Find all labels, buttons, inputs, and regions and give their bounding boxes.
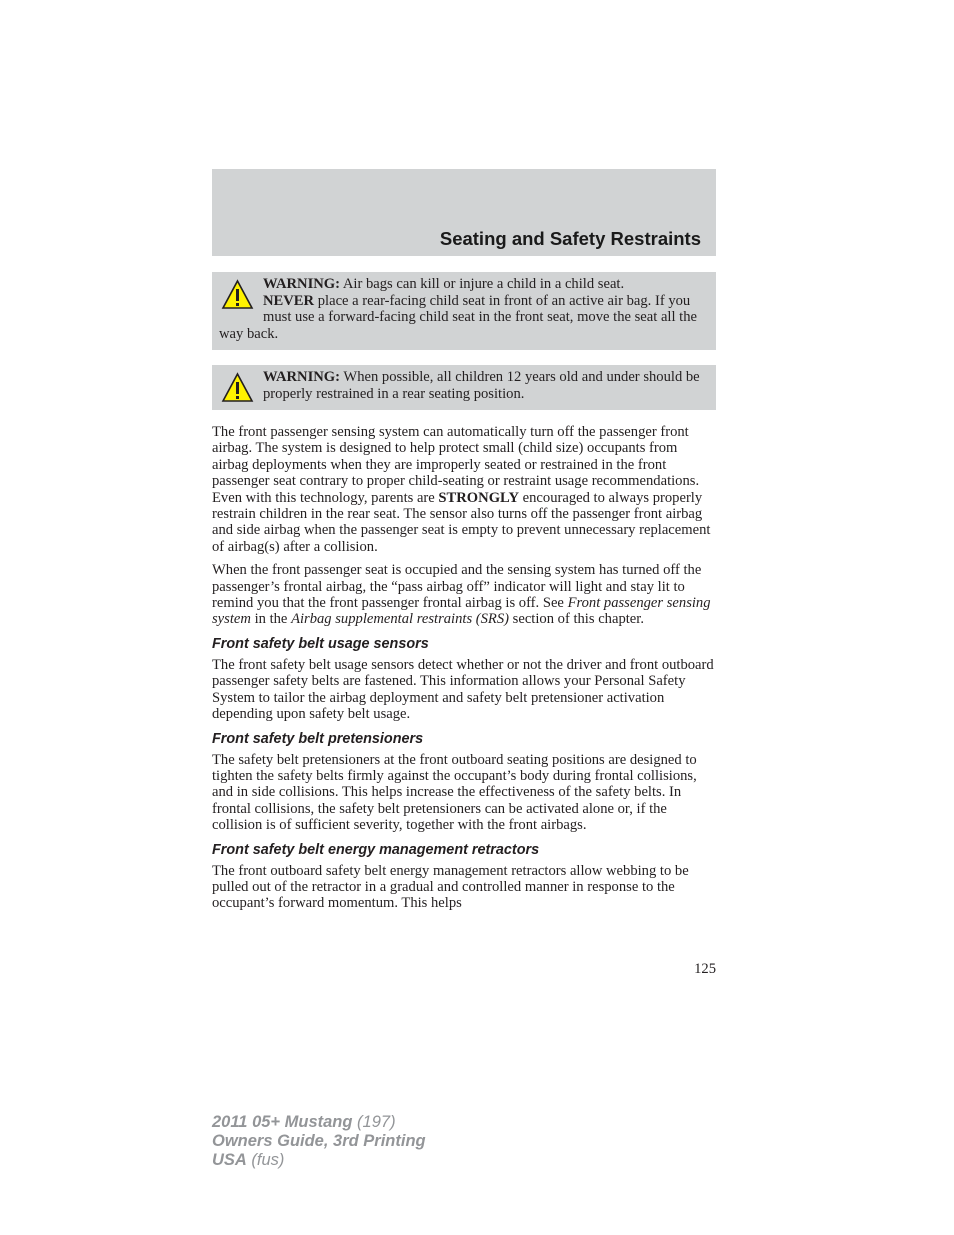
warning-triangle-icon	[221, 372, 254, 404]
page-number: 125	[694, 961, 716, 977]
warning-text-continued: place a rear-facing child seat in front of an active air bag. If you must use a forward-facing child seat in the front seat, move the seat all the way back.	[219, 292, 698, 342]
cross-reference: Front passenger sensing system	[212, 595, 711, 628]
footer-text: Owners Guide, 3rd Printing	[212, 1132, 426, 1150]
section-header-banner	[212, 169, 716, 256]
footer-text: 2011 05+ Mustang	[212, 1113, 353, 1131]
footer-line-guide	[212, 1132, 426, 1151]
footer-line-region	[212, 1151, 426, 1170]
heading-usage-sensors: Front safety belt usage sensors	[212, 635, 429, 652]
warning-label: WARNING:	[263, 276, 341, 292]
footer-line-model	[212, 1113, 426, 1132]
warning-text: When possible, all children 12 years old and under should be properly restrained in a rear seating position.	[263, 369, 700, 402]
warning-label: WARNING:	[263, 369, 341, 385]
warning-box-child-seat	[212, 272, 716, 350]
warning-text: Air bags can kill or injure a child in a child seat.	[340, 276, 625, 292]
paragraph-pretensioners: The safety belt pretensioners at the front outboard seating positions are designed to tighten the safety belts firmly against the occupant’s body during frontal collisions, and in side collisions. This helps increase the effectiveness of the safety belts. In frontal collisions, the safety belt pretensioners can be activated alone or, if the collision is of sufficient severity, together with the front airbags.	[212, 751, 697, 834]
section-title: Seating and Safety Restraints	[439, 228, 701, 249]
paragraph-text: encouraged to always properly restrain children in the rear seat. The sensor also turns off the passenger front airbag and side airbag when the passenger seat is empty to prevent unnecessary replacement of airbag(s) after a collision.	[212, 489, 711, 555]
cross-reference: Airbag supplemental restraints (SRS)	[291, 611, 510, 628]
heading-pretensioners: Front safety belt pretensioners	[212, 730, 424, 747]
strongly-emphasis: STRONGLY	[438, 489, 519, 506]
paragraph-text: When the front passenger seat is occupied and the sensing system has turned off the passenger’s frontal airbag, the “pass airbag off” indicator will light and stay lit to remind you that the front passenger frontal airbag is off. See	[212, 562, 702, 612]
footer-text: (fus)	[246, 1151, 285, 1169]
footer-text: USA	[212, 1151, 247, 1169]
document-footer	[212, 1113, 426, 1170]
paragraph-sensing-system	[212, 424, 716, 555]
warning-triangle-icon	[221, 279, 254, 311]
footer-text: (197)	[352, 1113, 396, 1131]
paragraph-usage-sensors: The front safety belt usage sensors detect whether or not the driver and front outboard passenger safety belts are fastened. This information allows your Personal Safety System to tailor the airbag deployment and safety belt pretensioner activation depending upon safety belt usage.	[212, 656, 714, 723]
paragraph-pass-airbag-off	[212, 562, 716, 628]
heading-energy-retractors: Front safety belt energy management retractors	[212, 841, 540, 858]
paragraph-text: The front passenger sensing system can automatically turn off the passenger front airbag. The system is designed to help protect small (child size) occupants from airbag deployments when they are improperly seated or restrained in the front passenger seat contrary to proper child-seating or restraint usage recommendations. Even with this technology, parents are	[212, 424, 700, 506]
paragraph-text: section of this chapter.	[509, 611, 644, 628]
never-emphasis: NEVER	[263, 292, 315, 309]
body-content	[212, 424, 716, 919]
warning-box-rear-seating	[212, 365, 716, 410]
paragraph-energy-retractors: The front outboard safety belt energy management retractors allow webbing to be pulled out of the retractor in a gradual and controlled manner in response to the occupant’s forward momentum. This helps	[212, 862, 689, 912]
paragraph-text: in the	[250, 611, 292, 628]
